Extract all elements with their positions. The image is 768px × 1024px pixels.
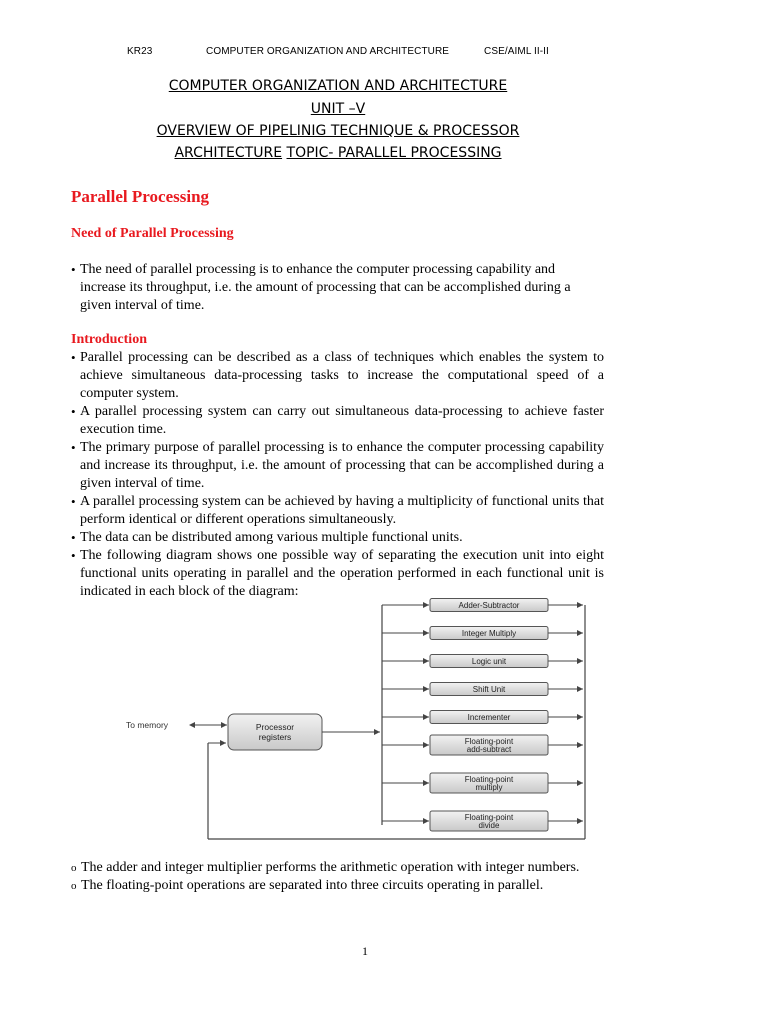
list-item: • The data can be distributed among various multiple functional units.	[71, 530, 463, 545]
functional-unit-label-line2: divide	[478, 821, 500, 830]
header-right: CSE/AIML II-II	[484, 46, 549, 57]
processor-label-line1: Processor	[255, 722, 295, 732]
bullet-icon: •	[71, 548, 76, 563]
intro-heading: Introduction	[71, 332, 147, 347]
header-left: KR23	[127, 46, 153, 57]
units-group	[382, 599, 583, 832]
list-item: • The need of parallel processing is to enhance the computer processing capability and increase its throughput, i.e. the amount of processing that can be accomplished during a given interval of time.	[71, 262, 571, 313]
title-line-2: UNIT –V	[310, 101, 366, 117]
to-memory-label: To memory	[126, 720, 169, 730]
circle-bullet-icon: o	[71, 862, 77, 874]
bullet-icon: •	[71, 404, 76, 419]
functional-unit-label: Shift Unit	[472, 685, 506, 694]
functional-unit-label-line2: multiply	[475, 783, 503, 792]
bullet-icon: •	[71, 494, 76, 509]
title-line-1: COMPUTER ORGANIZATION AND ARCHITECTURE	[168, 78, 508, 94]
list-item: • A parallel processing system can be achieved by having a multiplicity of functional units that perform identical or different operations simultaneously.	[71, 494, 604, 527]
functional-unit-label: Integer Multiply	[461, 629, 517, 638]
circle-bullet-icon: o	[71, 880, 77, 892]
section-heading: Parallel Processing	[71, 187, 210, 206]
bullet-icon: •	[71, 262, 76, 277]
functional-unit-label-line2: add-subtract	[466, 745, 512, 754]
list-item: • A parallel processing system can carry out simultaneous data-processing to achieve faster execution time.	[71, 404, 604, 437]
list-item: • The primary purpose of parallel processing is to enhance the computer processing capability and increase its throughput, i.e. the amount of processing that can be accomplished during a given interval of time.	[71, 440, 604, 491]
functional-unit-label: Floating-point	[464, 813, 514, 822]
title-line-3: OVERVIEW OF PIPELINIG TECHNIQUE & PROCESSOR	[156, 123, 520, 139]
bullet-icon: •	[71, 530, 76, 545]
title-line-4: ARCHITECTURE TOPIC- PARALLEL PROCESSING	[174, 145, 502, 161]
need-list	[71, 261, 596, 315]
processor-label-line2: registers	[258, 732, 292, 742]
bullet-icon: •	[71, 440, 76, 455]
bullet-icon: •	[71, 350, 76, 365]
functional-unit-label: Adder-Subtractor	[458, 601, 520, 610]
need-heading: Need of Parallel Processing	[71, 226, 234, 241]
functional-unit-label: Floating-point	[464, 775, 514, 784]
list-item: • The following diagram shows one possible way of separating the execution unit into eight functional units operating in parallel and the operation performed in each functional unit is indicated in each block of the diagram:	[71, 548, 604, 599]
list-item: o The adder and integer multiplier performs the arithmetic operation with integer numbers.	[71, 860, 580, 875]
functional-unit-label: Logic unit	[471, 657, 507, 666]
sub-list	[71, 859, 591, 895]
page-number: 1	[362, 944, 368, 958]
functional-units-diagram	[110, 593, 600, 843]
functional-unit-label: Incrementer	[467, 713, 511, 722]
functional-unit-label: Floating-point	[464, 737, 514, 746]
header-center: COMPUTER ORGANIZATION AND ARCHITECTURE	[206, 46, 450, 57]
list-item: • Parallel processing can be described as a class of techniques which enables the system to achieve simultaneous data-processing tasks to increase the computational speed of a computer system.	[71, 350, 604, 401]
list-item: o The floating-point operations are separated into three circuits operating in parallel.	[71, 878, 544, 893]
intro-list	[71, 349, 604, 601]
